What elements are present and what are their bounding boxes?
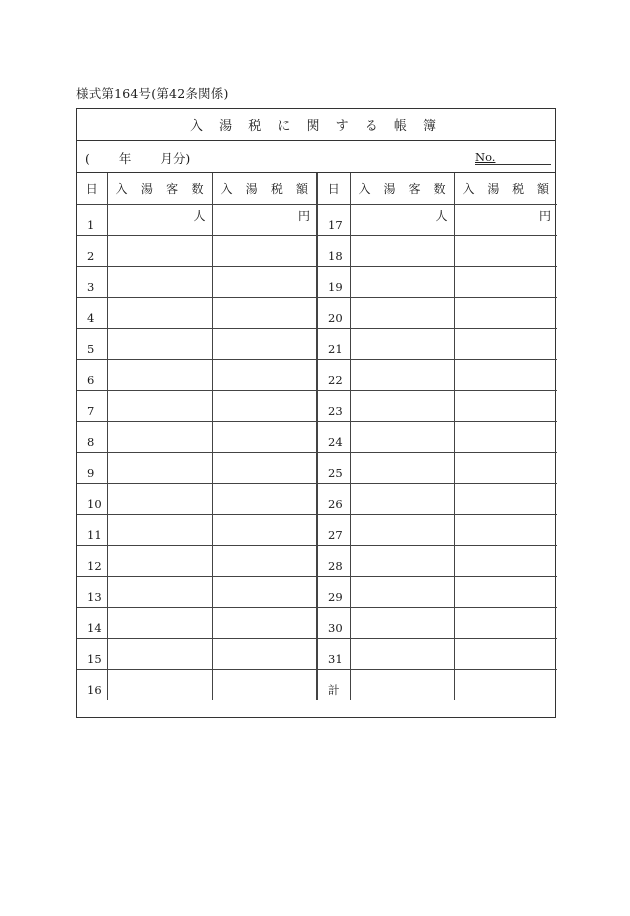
unit-persons: 人 (435, 208, 448, 223)
day-number: 15 (87, 651, 102, 666)
table-row (77, 390, 557, 421)
day-cell (77, 514, 107, 545)
guests-cell[interactable] (350, 514, 454, 545)
table-row (77, 421, 557, 452)
table-row (77, 297, 557, 328)
day-number: 11 (87, 527, 102, 542)
tax-cell[interactable] (212, 638, 317, 669)
day-number: 23 (328, 403, 343, 418)
period-row (77, 141, 555, 173)
day-number: 7 (87, 403, 95, 418)
guests-cell[interactable] (350, 235, 454, 266)
tax-cell[interactable] (454, 545, 557, 576)
guests-cell[interactable] (107, 638, 212, 669)
guests-cell[interactable] (350, 266, 454, 297)
day-cell (77, 390, 107, 421)
unit-yen: 円 (538, 208, 551, 223)
day-number: 28 (328, 558, 343, 573)
guests-cell[interactable] (107, 483, 212, 514)
day-number: 27 (328, 527, 343, 542)
ledger-table (77, 173, 557, 700)
table-row (77, 545, 557, 576)
day-number: 21 (328, 341, 343, 356)
tax-cell[interactable] (212, 297, 317, 328)
header-day-right: 日 (317, 173, 350, 204)
day-cell (77, 359, 107, 390)
day-number: 計 (328, 682, 340, 697)
guests-cell[interactable] (350, 204, 454, 235)
guests-cell[interactable] (107, 421, 212, 452)
header-guests-left: 入 湯 客 数 (107, 173, 212, 204)
guests-cell[interactable] (350, 452, 454, 483)
table-row (77, 235, 557, 266)
table-row (77, 266, 557, 297)
day-number: 10 (87, 496, 102, 511)
guests-cell[interactable] (107, 297, 212, 328)
guests-cell[interactable] (107, 607, 212, 638)
day-cell (77, 576, 107, 607)
day-number: 20 (328, 310, 343, 325)
guests-cell[interactable] (107, 266, 212, 297)
unit-yen: 円 (297, 208, 310, 223)
day-cell (77, 638, 107, 669)
tax-cell[interactable] (212, 514, 317, 545)
guests-cell[interactable] (107, 669, 212, 700)
table-row (77, 514, 557, 545)
day-cell (317, 297, 350, 328)
tax-ledger-form (76, 108, 556, 718)
guests-cell[interactable] (350, 421, 454, 452)
day-number: 5 (87, 341, 95, 356)
tax-cell[interactable] (454, 607, 557, 638)
table-row (77, 359, 557, 390)
day-cell (77, 669, 107, 700)
day-number: 24 (328, 434, 343, 449)
guests-cell[interactable] (350, 545, 454, 576)
day-cell (317, 452, 350, 483)
day-number: 9 (87, 465, 95, 480)
tax-cell[interactable] (454, 638, 557, 669)
table-row (77, 328, 557, 359)
day-number: 3 (87, 279, 95, 294)
tax-cell[interactable] (212, 545, 317, 576)
tax-cell[interactable] (454, 452, 557, 483)
day-number: 6 (87, 372, 95, 387)
number-field[interactable] (475, 150, 551, 165)
day-cell (317, 638, 350, 669)
tax-cell[interactable] (212, 235, 317, 266)
table-row (77, 204, 557, 235)
tax-cell[interactable] (212, 390, 317, 421)
day-cell (317, 514, 350, 545)
tax-cell[interactable] (212, 607, 317, 638)
day-cell (77, 545, 107, 576)
guests-cell[interactable] (107, 359, 212, 390)
day-number: 19 (328, 279, 343, 294)
day-number: 22 (328, 372, 343, 387)
tax-cell[interactable] (454, 266, 557, 297)
guests-cell[interactable] (107, 235, 212, 266)
day-number: 8 (87, 434, 95, 449)
tax-cell[interactable] (454, 328, 557, 359)
tax-cell[interactable] (212, 576, 317, 607)
period-label: ( 年 月分) (85, 151, 191, 166)
tax-cell[interactable] (212, 204, 317, 235)
day-number: 31 (328, 651, 343, 666)
day-number: 13 (87, 589, 102, 604)
day-cell (77, 483, 107, 514)
header-row (77, 173, 557, 204)
tax-cell[interactable] (212, 483, 317, 514)
number-label: No. (475, 150, 496, 164)
day-number: 14 (87, 620, 102, 635)
guests-cell[interactable] (107, 452, 212, 483)
guests-cell[interactable] (350, 576, 454, 607)
day-number: 1 (87, 217, 95, 232)
tax-cell[interactable] (212, 328, 317, 359)
day-cell (317, 204, 350, 235)
day-number: 12 (87, 558, 102, 573)
tax-cell[interactable] (454, 359, 557, 390)
table-row (77, 607, 557, 638)
tax-cell[interactable] (454, 390, 557, 421)
day-number: 18 (328, 248, 343, 263)
table-row (77, 452, 557, 483)
day-cell (317, 359, 350, 390)
tax-cell[interactable] (454, 204, 557, 235)
guests-cell[interactable] (350, 638, 454, 669)
day-cell (317, 266, 350, 297)
day-number: 4 (87, 310, 95, 325)
table-row (77, 483, 557, 514)
day-cell (317, 483, 350, 514)
day-number: 29 (328, 589, 343, 604)
table-row (77, 576, 557, 607)
header-tax-left: 入 湯 税 額 (212, 173, 317, 204)
day-number: 16 (87, 682, 102, 697)
tax-cell[interactable] (454, 576, 557, 607)
tax-cell[interactable] (212, 421, 317, 452)
guests-cell[interactable] (350, 607, 454, 638)
guests-cell[interactable] (107, 514, 212, 545)
unit-persons: 人 (193, 208, 206, 223)
guests-cell[interactable] (350, 669, 454, 700)
day-cell (77, 266, 107, 297)
guests-cell[interactable] (107, 204, 212, 235)
day-cell (317, 328, 350, 359)
day-cell (317, 235, 350, 266)
guests-cell[interactable] (350, 359, 454, 390)
day-cell (317, 669, 350, 700)
day-number: 17 (328, 217, 343, 232)
tax-cell[interactable] (212, 359, 317, 390)
tax-cell[interactable] (212, 452, 317, 483)
day-cell (317, 545, 350, 576)
day-cell (77, 204, 107, 235)
tax-cell[interactable] (454, 235, 557, 266)
tax-cell[interactable] (454, 483, 557, 514)
header-day-left: 日 (77, 173, 107, 204)
day-cell (77, 235, 107, 266)
day-number: 26 (328, 496, 343, 511)
guests-cell[interactable] (350, 297, 454, 328)
day-cell (317, 390, 350, 421)
tax-cell[interactable] (454, 514, 557, 545)
guests-cell[interactable] (350, 390, 454, 421)
tax-cell[interactable] (454, 297, 557, 328)
day-cell (317, 576, 350, 607)
day-cell (77, 452, 107, 483)
table-row (77, 669, 557, 700)
tax-cell[interactable] (454, 669, 557, 700)
day-cell (77, 607, 107, 638)
day-cell (317, 607, 350, 638)
table-row (77, 638, 557, 669)
header-tax-right: 入 湯 税 額 (454, 173, 557, 204)
day-cell (317, 421, 350, 452)
tax-cell[interactable] (454, 421, 557, 452)
tax-cell[interactable] (212, 669, 317, 700)
form-title: 入 湯 税 に 関 す る 帳 簿 (77, 109, 555, 141)
day-number: 25 (328, 465, 343, 480)
day-number: 30 (328, 620, 343, 635)
day-cell (77, 297, 107, 328)
tax-cell[interactable] (212, 266, 317, 297)
guests-cell[interactable] (107, 576, 212, 607)
guests-cell[interactable] (107, 328, 212, 359)
guests-cell[interactable] (350, 328, 454, 359)
guests-cell[interactable] (350, 483, 454, 514)
day-cell (77, 421, 107, 452)
form-number: 様式第164号(第42条関係) (76, 86, 229, 101)
day-number: 2 (87, 248, 95, 263)
header-guests-right: 入 湯 客 数 (350, 173, 454, 204)
day-cell (77, 328, 107, 359)
guests-cell[interactable] (107, 545, 212, 576)
guests-cell[interactable] (107, 390, 212, 421)
